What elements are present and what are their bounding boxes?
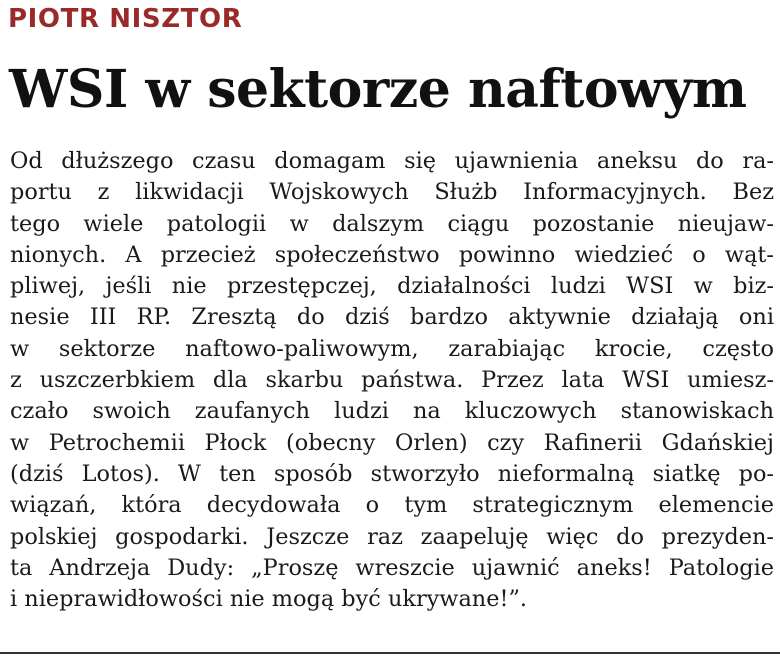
body-line: portu z likwidacji Wojskowych Służb Informacyjnych. Bez [10, 179, 774, 206]
body-line: wiązań, która decydowała o tym strategicznym elemencie [10, 492, 774, 519]
body-line: (dziś Lotos). W ten sposób stworzyło nieformalną siatkę po- [10, 460, 774, 487]
body-line: Od dłuższego czasu domagam się ujawnienia aneksu do ra- [10, 148, 774, 174]
article-body [10, 146, 774, 615]
body-line: polskiej gospodarki. Jeszcze raz zaapeluję więc do prezyden- [10, 523, 774, 550]
author-name: PIOTR NISZTOR [8, 4, 243, 34]
body-line: z uszczerbkiem dla skarbu państwa. Przez lata WSI umiesz- [10, 367, 774, 394]
body-line: w Petrochemii Płock (obecny Orlen) czy Rafinerii Gdańskiej [10, 429, 774, 456]
body-line: pliwej, jeśli nie przestępczej, działalności ludzi WSI w biz- [10, 273, 774, 300]
body-line: tego wiele patologii w dalszym ciągu pozostanie nieujaw- [10, 210, 774, 237]
article-title: WSI w sektorze naftowym [9, 59, 747, 120]
body-line: i nieprawidłowości nie mogą być ukrywane!”. [10, 586, 528, 613]
body-line: nesie III RP. Zresztą do dziś bardzo aktywnie działają oni [10, 304, 774, 331]
body-line: ta Andrzeja Dudy: „Proszę wreszcie ujawnić aneks! Patologie [10, 554, 774, 581]
bottom-rule [0, 652, 780, 654]
body-line: nionych. A przecież społeczeństwo powinno wiedzieć o wąt- [10, 241, 774, 268]
body-line: czało swoich zaufanych ludzi na kluczowych stanowiskach [10, 398, 774, 425]
body-line: w sektorze naftowo-paliwowym, zarabiając krocie, często [10, 335, 774, 362]
